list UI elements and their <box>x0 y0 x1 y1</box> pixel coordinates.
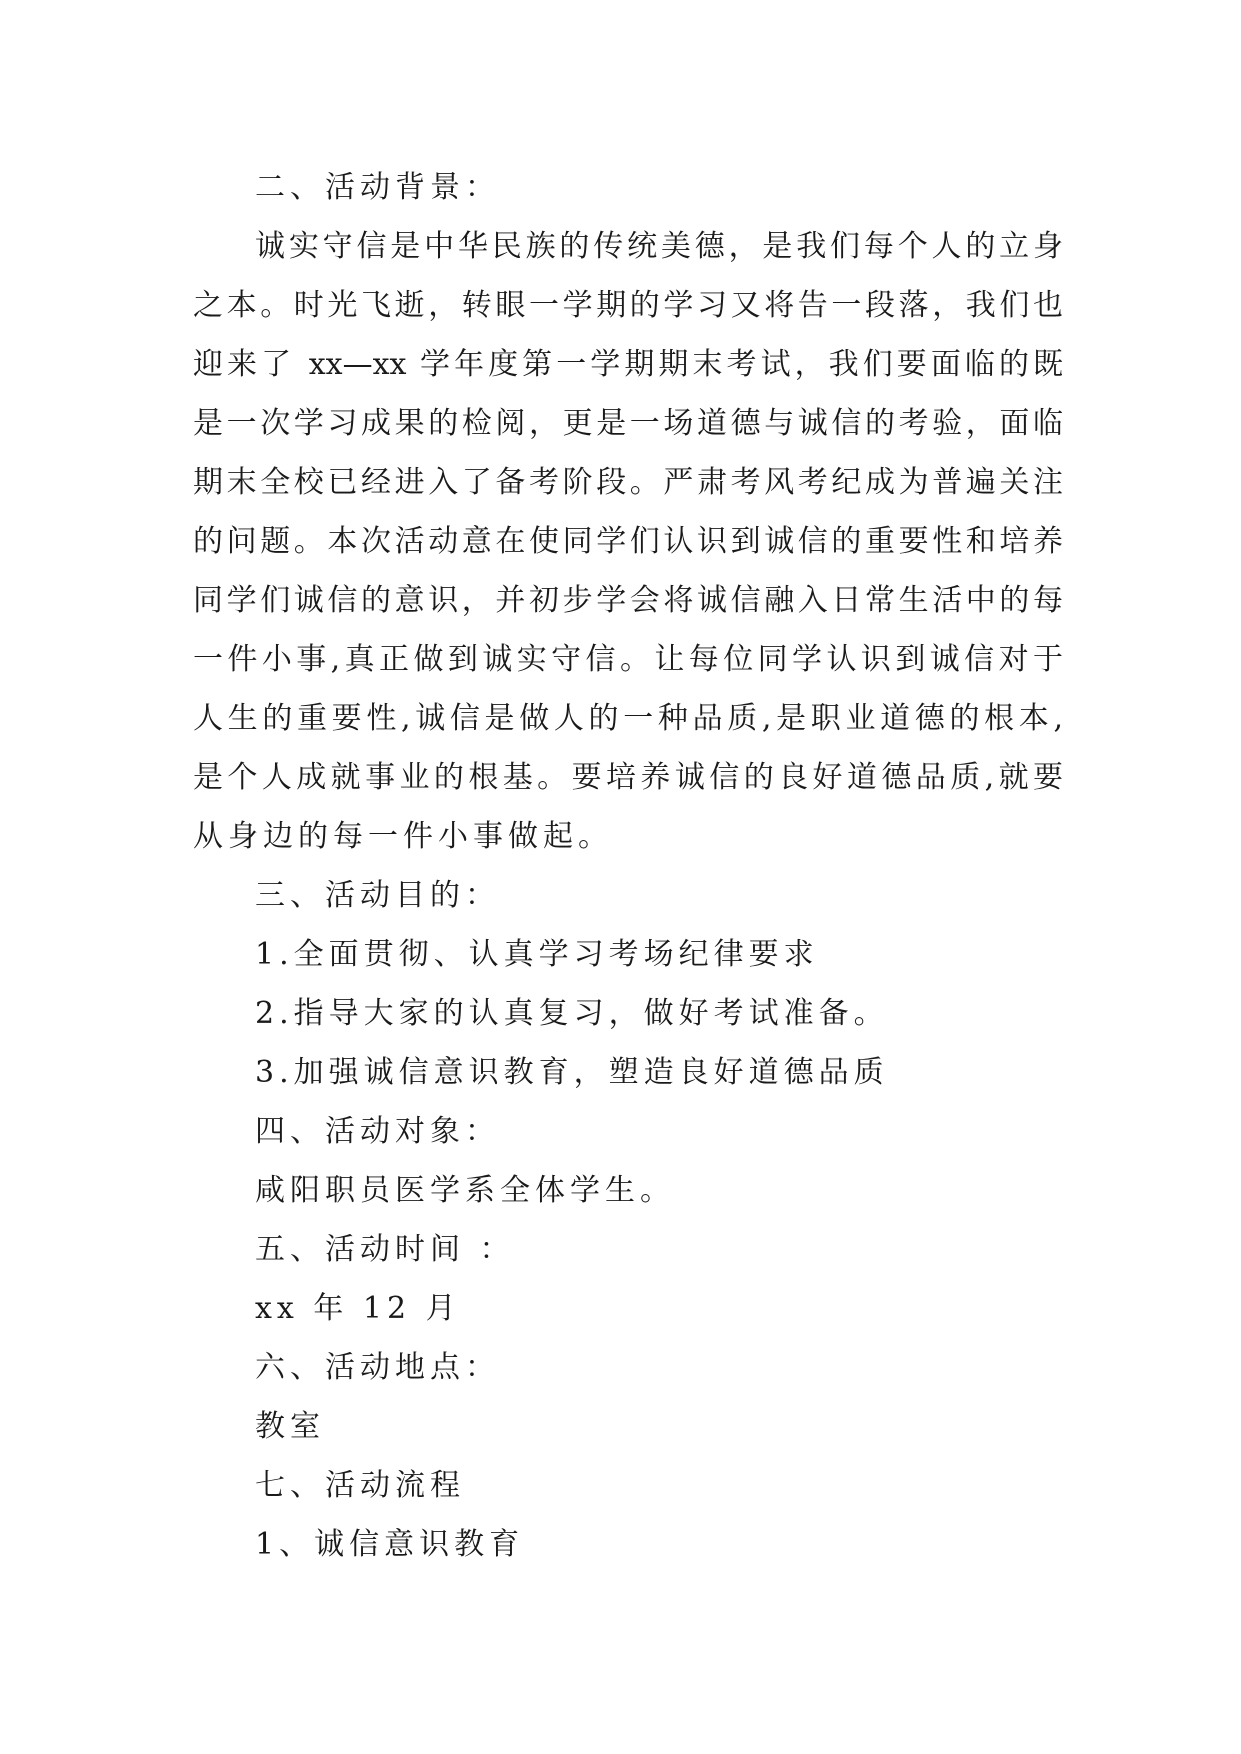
time-text: xx 年 12 月 <box>255 1291 461 1326</box>
paragraph-line: 迎来了 xx—xx 学年度第一学期期末考试，我们要面临的既 <box>193 347 1063 382</box>
paragraph-line: 是一次学习成果的检阅，更是一场道德与诚信的考验，面临 <box>193 406 1063 441</box>
section-heading-background: 二、活动背景： <box>255 170 500 205</box>
paragraph-line: 同学们诚信的意识，并初步学会将诚信融入日常生活中的每 <box>193 583 1063 618</box>
paragraph-line: 是个人成就事业的根基。要培养诚信的良好道德品质,就要 <box>193 760 1063 795</box>
paragraph-line: 一件小事,真正做到诚实守信。让每位同学认识到诚信对于 <box>193 642 1063 677</box>
document-body <box>193 158 1063 1574</box>
section-heading-audience: 四、活动对象： <box>255 1114 500 1149</box>
purpose-item: 1.全面贯彻、认真学习考场纪律要求 <box>255 937 819 972</box>
section-heading-process: 七、活动流程 <box>255 1468 465 1503</box>
section-heading-purpose: 三、活动目的： <box>255 878 500 913</box>
process-item: 1、诚信意识教育 <box>255 1527 525 1562</box>
paragraph-line: 人生的重要性,诚信是做人的一种品质,是职业道德的根本, <box>193 701 1063 736</box>
paragraph-line: 从身边的每一件小事做起。 <box>193 819 613 854</box>
purpose-item: 2.指导大家的认真复习，做好考试准备。 <box>255 996 889 1031</box>
paragraph-line: 诚实守信是中华民族的传统美德，是我们每个人的立身 <box>255 229 1063 264</box>
paragraph-line: 期末全校已经进入了备考阶段。严肃考风考纪成为普遍关注 <box>193 465 1063 500</box>
paragraph-line: 之本。时光飞逝，转眼一学期的学习又将告一段落，我们也 <box>193 288 1063 323</box>
purpose-item: 3.加强诚信意识教育，塑造良好道德品质 <box>255 1055 889 1090</box>
section-heading-location: 六、活动地点： <box>255 1350 500 1385</box>
section-heading-time: 五、活动时间 ： <box>255 1232 515 1267</box>
audience-text: 咸阳职员医学系全体学生。 <box>255 1173 675 1208</box>
paragraph-line: 的问题。本次活动意在使同学们认识到诚信的重要性和培养 <box>193 524 1063 559</box>
location-text: 教室 <box>255 1409 325 1444</box>
